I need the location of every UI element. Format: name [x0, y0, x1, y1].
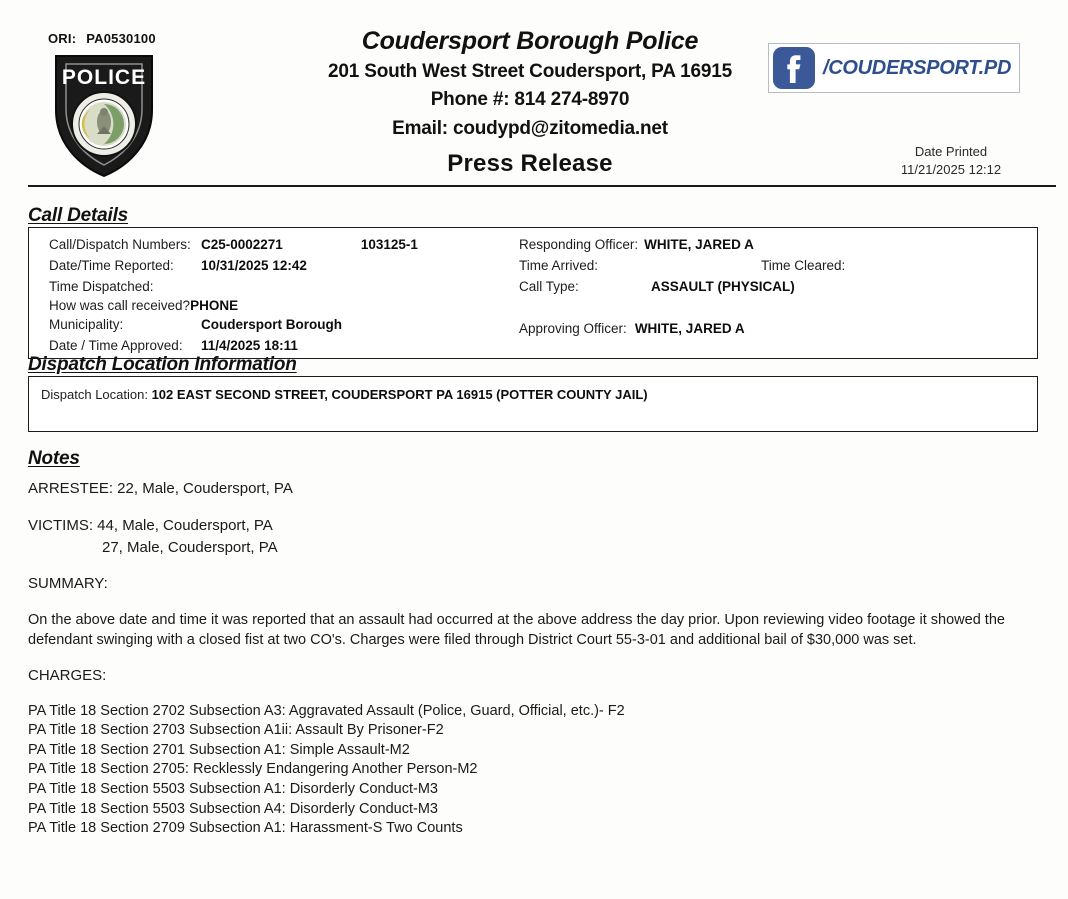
responding-officer-label: Responding Officer: — [519, 237, 639, 252]
how-received-row — [49, 298, 519, 317]
victims-line-1: VICTIMS: 44, Male, Coudersport, PA — [28, 516, 273, 534]
dispatch-location-label: Dispatch Location: — [41, 387, 148, 402]
approving-officer-row — [519, 321, 1027, 342]
header-divider — [28, 185, 1056, 187]
date-time-reported-value: 10/31/2025 12:42 — [201, 258, 307, 273]
summary-text: On the above date and time it was reported that an assault had occurred at the above address the day prior. Upon reviewing video footage it showed the defendant swinging with a closed fist at two CO's. Charges were filed through District Court 55-3-01 and additional bail of $30,000 was set. — [28, 612, 1005, 648]
ori-line — [48, 31, 156, 46]
call-details-title: Call Details — [28, 205, 129, 226]
notes-title: Notes — [28, 448, 80, 469]
police-shield-badge-icon — [46, 48, 162, 180]
date-time-approved-label: Date / Time Approved: — [49, 338, 183, 353]
charges-list — [28, 702, 1038, 839]
charge-line: PA Title 18 Section 2703 Subsection A1ii: Assault By Prisoner-F2 — [28, 722, 444, 739]
notes-spacer-1 — [28, 500, 1038, 515]
organization-address: 201 South West Street Coudersport, PA 16915 — [328, 60, 732, 82]
time-dispatched-row — [49, 279, 519, 298]
notes-body — [28, 478, 1038, 839]
call-dispatch-numbers-secondary: 103125-1 — [360, 237, 418, 252]
organization-name: Coudersport Borough Police — [361, 27, 699, 55]
charge-line: PA Title 18 Section 2701 Subsection A1: Simple Assault-M2 — [28, 741, 410, 758]
document-title: Press Release — [447, 150, 613, 178]
victims-line-2: 27, Male, Coudersport, PA — [102, 538, 278, 556]
ori-value: PA0530100 — [86, 31, 156, 46]
dispatch-location-title: Dispatch Location Information — [28, 354, 297, 375]
municipality-row — [49, 317, 519, 338]
call-type-value: ASSAULT (PHYSICAL) — [651, 279, 795, 294]
time-arrived-cleared-row — [519, 258, 1027, 279]
call-details-right-column — [519, 237, 1027, 342]
charges-label: CHARGES: — [28, 667, 107, 684]
dispatch-location-value: 102 EAST SECOND STREET, COUDERSPORT PA 16915 (POTTER COUNTY JAIL) — [151, 387, 648, 402]
facebook-handle: /COUDERSPORT.PD — [823, 56, 1012, 79]
call-details-box — [28, 227, 1038, 359]
date-printed-value: 11/21/2025 12:12 — [900, 161, 1002, 177]
svg-text:POLICE: POLICE — [61, 66, 147, 89]
responding-officer-row — [519, 237, 1027, 258]
approving-officer-value: WHITE, JARED A — [634, 321, 745, 336]
facebook-badge[interactable] — [768, 43, 1020, 93]
summary-label: SUMMARY: — [28, 575, 108, 593]
call-type-label: Call Type: — [519, 279, 579, 294]
date-time-reported-row — [49, 258, 519, 279]
notes-spacer-5 — [28, 687, 1038, 702]
header-center-block — [240, 28, 820, 178]
date-printed-label: Date Printed — [914, 144, 988, 159]
call-details-section — [28, 205, 1038, 359]
call-dispatch-numbers-value: C25-0002271 — [201, 237, 283, 252]
call-dispatch-numbers-row — [49, 237, 519, 258]
charge-line: PA Title 18 Section 2709 Subsection A1: Harassment-S Two Counts — [28, 820, 463, 837]
call-details-left-column — [49, 237, 519, 359]
document-header — [0, 0, 1068, 178]
dispatch-location-box — [28, 376, 1038, 432]
charge-line: PA Title 18 Section 2705: Recklessly Endangering Another Person-M2 — [28, 761, 478, 778]
charge-line: PA Title 18 Section 2702 Subsection A3: Aggravated Assault (Police, Guard, Official, etc.)- F2 — [28, 702, 625, 719]
time-dispatched-label: Time Dispatched: — [49, 279, 154, 294]
how-received-value: PHONE — [190, 298, 239, 313]
call-type-row — [519, 279, 1027, 300]
time-arrived-label: Time Arrived: — [519, 258, 599, 273]
notes-section — [28, 448, 1038, 839]
time-cleared-label: Time Cleared: — [761, 258, 846, 273]
call-dispatch-numbers-label: Call/Dispatch Numbers: — [49, 237, 191, 252]
date-time-approved-value: 11/4/2025 18:11 — [201, 338, 298, 353]
arrestee-line: ARRESTEE: 22, Male, Coudersport, PA — [28, 480, 293, 497]
organization-email: Email: coudypd@zitomedia.net — [392, 118, 668, 140]
date-time-reported-label: Date/Time Reported: — [49, 258, 174, 273]
organization-phone: Phone #: 814 274-8970 — [430, 89, 630, 111]
dispatch-location-row — [41, 387, 1037, 402]
municipality-label: Municipality: — [49, 317, 124, 332]
date-printed — [846, 143, 1056, 178]
charge-line: PA Title 18 Section 5503 Subsection A4: Disorderly Conduct-M3 — [28, 800, 438, 817]
municipality-value: Coudersport Borough — [201, 317, 342, 332]
dispatch-location-section — [28, 354, 1038, 432]
how-received-label: How was call received? — [49, 298, 191, 313]
facebook-icon — [771, 45, 817, 91]
call-details-right-spacer — [519, 300, 1027, 321]
ori-label: ORI: — [48, 31, 77, 46]
notes-spacer-3 — [28, 595, 1038, 610]
notes-spacer-4 — [28, 650, 1038, 665]
responding-officer-value: WHITE, JARED A — [644, 237, 754, 252]
charge-line: PA Title 18 Section 5503 Subsection A1: Disorderly Conduct-M3 — [28, 781, 438, 797]
notes-spacer-2 — [28, 558, 1038, 573]
approving-officer-label: Approving Officer: — [519, 321, 627, 336]
